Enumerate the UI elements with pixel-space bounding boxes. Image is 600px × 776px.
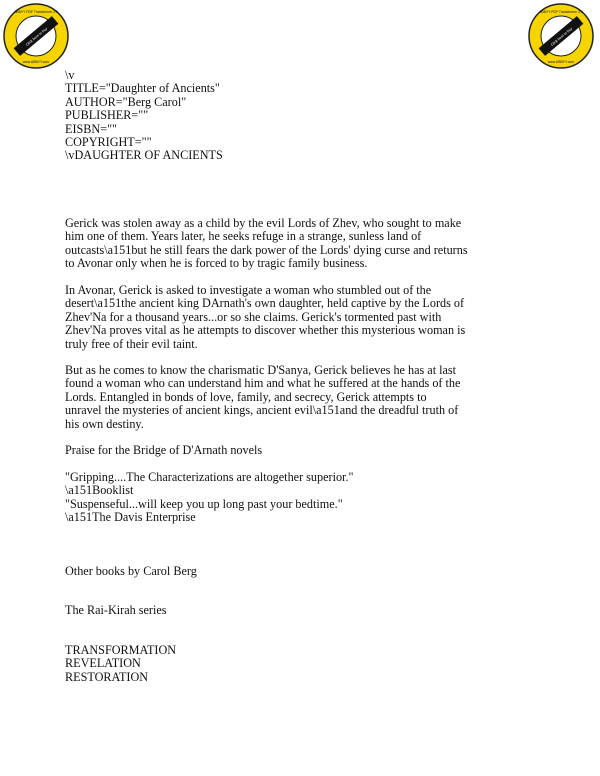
watermark-middle-text: Click here to buy	[25, 26, 49, 47]
paragraph-line: desert\a151the ancient king DArnath's own daughter, held captive by the Lords of	[65, 296, 465, 311]
paragraph-line: Zhev'Na for a thousand years...or so she claims. Gerick's tormented past with	[65, 309, 442, 324]
synopsis-paragraph-3	[65, 364, 535, 431]
praise-line: \a151The Davis Enterprise	[65, 510, 196, 525]
praise-quotes	[65, 471, 535, 525]
paragraph-line: But as he comes to know the charismatic D'Sanya, Gerick believes he has at last	[65, 363, 457, 377]
metadata-line: TITLE="Daughter of Ancients"	[65, 81, 220, 96]
metadata-line: AUTHOR="Berg Carol"	[65, 94, 187, 109]
metadata-line: PUBLISHER=""	[65, 108, 149, 123]
praise-line: "Suspenseful...will keep you up long past your bedtime."	[65, 496, 343, 511]
paragraph-line: found a woman who can understand him and what he suffered at the hands of the	[65, 376, 461, 391]
paragraph-line: to Avonar only when he is forced to by tragic family business.	[65, 256, 368, 271]
watermark-bottom-text: www.ABBYY.com	[547, 60, 575, 64]
abbyy-watermark-left[interactable]	[3, 3, 69, 69]
paragraph-line: Lords. Entangled in bonds of love, family, and secrecy, Gerick attempts to	[65, 389, 427, 404]
series-title: TRANSFORMATION	[65, 643, 177, 657]
synopsis-paragraph-2	[65, 284, 535, 351]
metadata-line: EISBN=""	[65, 121, 118, 136]
metadata-line: \v	[65, 68, 75, 82]
praise-line: \a151Booklist	[65, 483, 134, 498]
paragraph-line: In Avonar, Gerick is asked to investigate a woman who stumbled out of the	[65, 283, 432, 297]
series-titles	[65, 644, 535, 684]
abbyy-watermark-right[interactable]	[528, 3, 594, 69]
synopsis-paragraph-1	[65, 217, 535, 271]
metadata-line: \vDAUGHTER OF ANCIENTS	[65, 148, 223, 163]
watermark-middle-text: Click here to buy	[550, 26, 574, 47]
paragraph-line: his own destiny.	[65, 416, 144, 431]
series-title: REVELATION	[65, 656, 141, 671]
paragraph-line: him one of them. Years later, he seeks refuge in a strange, sunless land of	[65, 229, 422, 244]
paragraph-line: unravel the mysteries of ancient kings, ancient evil\a151and the dreadful truth of	[65, 403, 459, 418]
series-heading: The Rai-Kirah series	[65, 603, 167, 617]
paragraph-line: outcasts\a151but he still fears the dark power of the Lords' dying curse and returns	[65, 242, 468, 257]
watermark-top-text: ABBYY PDF Transformer 2.0	[14, 10, 58, 14]
paragraph-line: Zhev'Na proves vital as he attempts to discover whether this mysterious woman is	[65, 323, 466, 338]
metadata-line: COPYRIGHT=""	[65, 135, 152, 150]
paragraph-line: Gerick was stolen away as a child by the evil Lords of Zhev, who sought to make	[65, 216, 462, 230]
watermark-top-text: ABBYY PDF Transformer 2.0	[539, 10, 583, 14]
other-books-heading: Other books by Carol Berg	[65, 564, 197, 578]
praise-line: "Gripping....The Characterizations are altogether superior."	[65, 470, 354, 484]
metadata-block	[65, 69, 535, 163]
series-title: RESTORATION	[65, 669, 149, 684]
watermark-bottom-text: www.ABBYY.com	[22, 60, 50, 64]
praise-heading: Praise for the Bridge of D'Arnath novels	[65, 443, 263, 457]
paragraph-line: truly free of their evil taint.	[65, 336, 198, 351]
